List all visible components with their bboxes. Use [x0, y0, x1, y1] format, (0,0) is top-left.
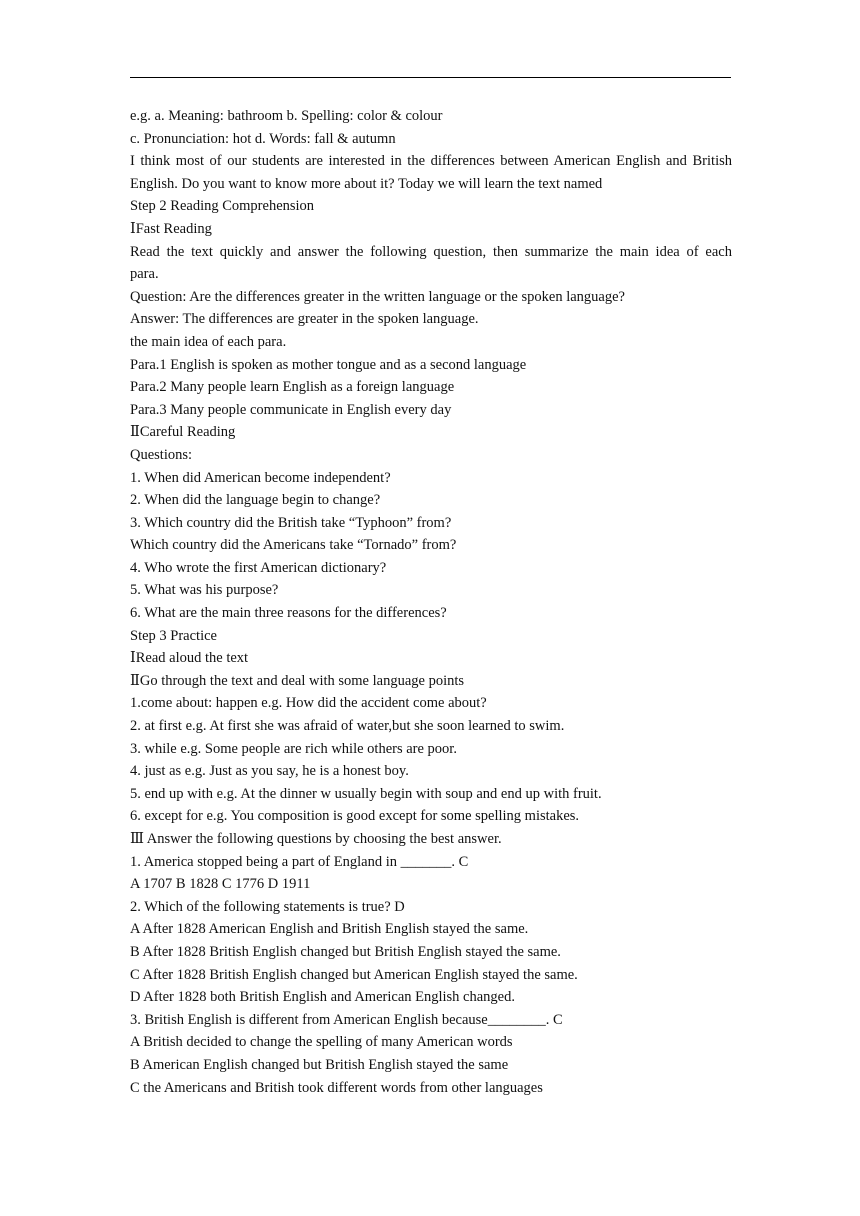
text-line: ⅠFast Reading [130, 220, 212, 237]
text-line: Para.1 English is spoken as mother tongue and as a second language [130, 356, 527, 373]
text-line: English. Do you want to know more about it? Today we will learn the text named [130, 175, 603, 192]
text-line: A 1707 B 1828 C 1776 D 1911 [130, 876, 311, 893]
text-line: 2. When did the language begin to change? [130, 492, 381, 509]
text-line: Step 2 Reading Comprehension [130, 198, 315, 215]
text-line: 3. British English is different from American English because________. C [130, 1011, 563, 1028]
text-line: Which country did the Americans take “Tornado” from? [130, 537, 457, 554]
text-line: D After 1828 both British English and American English changed. [130, 989, 515, 1006]
document-body [130, 105, 732, 1099]
text-line: Question: Are the differences greater in the written language or the spoken language? [130, 288, 625, 305]
text-line: 1. When did American become independent? [130, 469, 391, 486]
text-line: C the Americans and British took different words from other languages [130, 1079, 543, 1096]
text-line: 4. Who wrote the first American dictionary? [130, 559, 387, 576]
text-line: 1. America stopped being a part of England in _______. C [130, 853, 469, 870]
text-line: Step 3 Practice [130, 627, 217, 644]
text-line: 4. just as e.g. Just as you say, he is a honest boy. [130, 763, 409, 780]
text-line: 5. end up with e.g. At the dinner w usually begin with soup and end up with fruit. [130, 785, 602, 802]
text-line: 3. while e.g. Some people are rich while others are poor. [130, 740, 457, 757]
text-line: A After 1828 American English and British English stayed the same. [130, 921, 529, 938]
text-line: 2. Which of the following statements is true? D [130, 898, 405, 915]
text-line: Read the text quickly and answer the following question, then summarize the main idea of each [130, 243, 732, 260]
text-line: I think most of our students are interested in the differences between American English and British [130, 153, 732, 170]
text-line: the main idea of each para. [130, 333, 287, 350]
text-line: C After 1828 British English changed but American English stayed the same. [130, 966, 578, 983]
text-line: Para.3 Many people communicate in English every day [130, 401, 452, 418]
text-line: ⅡCareful Reading [130, 424, 236, 441]
text-line: ⅡGo through the text and deal with some language points [130, 672, 465, 689]
text-line: Ⅲ Answer the following questions by choosing the best answer. [130, 831, 502, 847]
text-line: Para.2 Many people learn English as a foreign language [130, 379, 455, 396]
text-line: 2. at first e.g. At first she was afraid of water,but she soon learned to swim. [130, 718, 565, 735]
text-line: B American English changed but British English stayed the same [130, 1056, 509, 1073]
text-line: c. Pronunciation: hot d. Words: fall & autumn [130, 130, 396, 147]
text-line: A British decided to change the spelling of many American words [130, 1034, 513, 1051]
text-line: 1.come about: happen e.g. How did the accident come about? [130, 695, 487, 712]
text-line: 6. except for e.g. You composition is good except for some spelling mistakes. [130, 808, 580, 825]
text-line: ⅠRead aloud the text [130, 650, 249, 667]
text-line: 6. What are the main three reasons for the differences? [130, 605, 447, 622]
text-line: e.g. a. Meaning: bathroom b. Spelling: color & colour [130, 108, 443, 124]
text-line: B After 1828 British English changed but British English stayed the same. [130, 943, 561, 960]
text-line: 3. Which country did the British take “Typhoon” from? [130, 514, 452, 531]
text-line: Questions: [130, 446, 193, 463]
text-line: 5. What was his purpose? [130, 582, 279, 599]
text-line: Answer: The differences are greater in the spoken language. [130, 311, 479, 328]
header-rule [130, 77, 731, 78]
text-line: para. [130, 266, 159, 283]
